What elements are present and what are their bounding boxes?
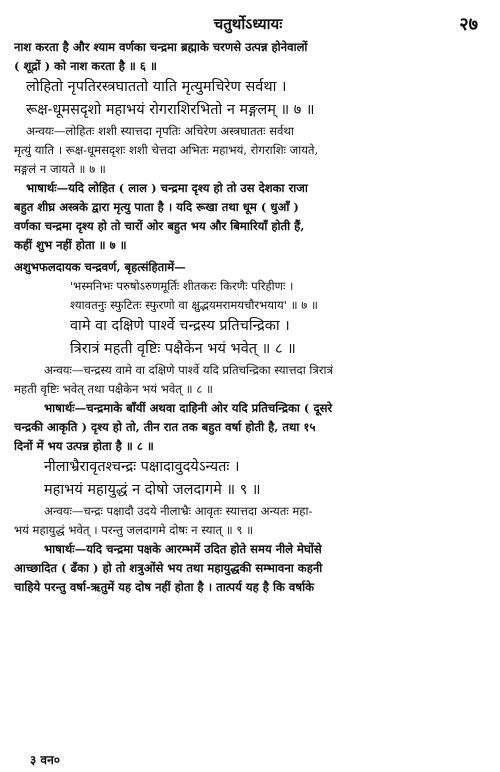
text-line: नीलाभ्रैरावृतश्चन्द्रः पक्षादावुदयेऽन्यतः । [44, 459, 240, 475]
text-line: भयं महायुद्धं भवेत् । परन्तु जलदागमे दोषः न स्यात् ॥ ९ ॥ [14, 523, 254, 537]
text-line: आच्छादित ( ढँका ) हो तो शत्रुओंसे भय तथा महायुद्धकी सम्भावना कहनी [14, 561, 323, 575]
text-body [14, 38, 482, 597]
text-line: बहुत शीघ्र अस्त्रके द्वारा मृत्यु पाता है । यदि रूखा तथा धूम ( धुआँ ) [14, 200, 299, 214]
text-line: वामे वा दक्षिणे पार्श्वे चन्द्रस्य प्रतिचन्द्रिका । [70, 318, 290, 334]
text-line: मङ्गलं न जायते ॥ ७ ॥ [14, 162, 106, 176]
text-line: 'भस्मनिभः परुषोऽरुणमूर्तिः शीतकरः किरणैः परिहीणः । [70, 279, 294, 293]
text-line: ( शूद्रों ) को नाश करता है ॥ ६ ॥ [14, 59, 157, 73]
text-line: भाषार्थः—चन्द्रमाके बाँयीं अथवा दाहिनी ओर यदि प्रतिचन्द्रिका ( दूसरे [44, 401, 333, 415]
text-line: रूक्ष-धूमसदृशो महाभयं रोगराशिरभितो न मङ्गलम् ॥ ७ ॥ [26, 102, 315, 118]
text-line: अन्वयः—चन्द्रः पक्षादौ उदये नीलाभ्रैः आवृतः स्यात्तदा अन्यतः महा- [44, 504, 313, 518]
text-line: महती वृष्टिः भवेत् तथा पक्षैकेन भयं भवेत् ॥ ८ ॥ [14, 382, 213, 396]
text-line: अशुभफलदायक चन्द्रवर्ण, बृहत्संहितामें— [14, 260, 186, 274]
text-line: वर्णका चन्द्रमा दृश्य हो तो चारों ओर बहुत भय और बिमारियाँ होती हैं, [14, 219, 305, 233]
text-line: नाश करता है और श्याम वर्णका चन्द्रमा ब्रह्माके चरणसे उत्पन्न होनेवालों [14, 40, 308, 54]
text-line: त्रिरात्रं महती वृष्टिः पक्षैकेन भयं भवेत् ॥ ८ ॥ [70, 341, 296, 357]
text-line: लोहितो नृपतिरस्त्रघाततो याति मृत्युमचिरेण सर्वथा । [26, 79, 287, 95]
text-line: श्यावतनुः स्फुटितः स्फुरणो वा क्षुद्भयमरामयचौरभयाय' ॥ ७ ॥ [70, 298, 318, 312]
text-line: मृत्युं याति । रूक्ष-धूमसदृशः शशी चेत्तदा अभितः महाभयं, रोगराशिः जायते, [14, 143, 319, 157]
text-line: भाषार्थः—यदि लोहित ( लाल ) चन्द्रमा दृश्य हो तो उस देशका राजा [26, 181, 308, 195]
text-line: अन्वयः—लोहितः शशी स्यात्तदा नृपतिः अचिरेण अस्त्रघाततः सर्वथा [26, 124, 294, 138]
text-line: कहीं शुभ नहीं होता ॥ ७ ॥ [14, 238, 127, 252]
text-line: अन्वयः—चन्द्रस्य वामे वा दक्षिणे पार्श्वे यदि प्रतिचन्द्रिका स्यात्तदा त्रिरात्रं [44, 363, 333, 377]
text-line: चन्द्रकी आकृति ) दृश्य हो तो, तीन रात तक बहुत वर्षा होती है, तथा १५ [14, 420, 316, 434]
page-number: २७ [459, 14, 478, 35]
text-line: महाभयं महायुद्धं न दोषो जलदागमे ॥ ९ ॥ [44, 482, 261, 498]
text-line: भाषार्थः—यदि चन्द्रमा पक्षके आरम्भमें उदित होते समय नीले मेघोंसे [44, 542, 322, 556]
signature-mark: ३ वन० [30, 753, 60, 767]
page-header [14, 10, 482, 38]
text-line: चाहिये परन्तु वर्षा-ऋतुमें यह दोष नहीं होता है । तात्पर्य यह है कि वर्षाके [14, 580, 314, 594]
text-line: दिनों में भय उत्पन्न होता है ॥ ८ ॥ [14, 439, 154, 453]
chapter-title: चतुर्थोऽध्यायः [213, 15, 283, 33]
